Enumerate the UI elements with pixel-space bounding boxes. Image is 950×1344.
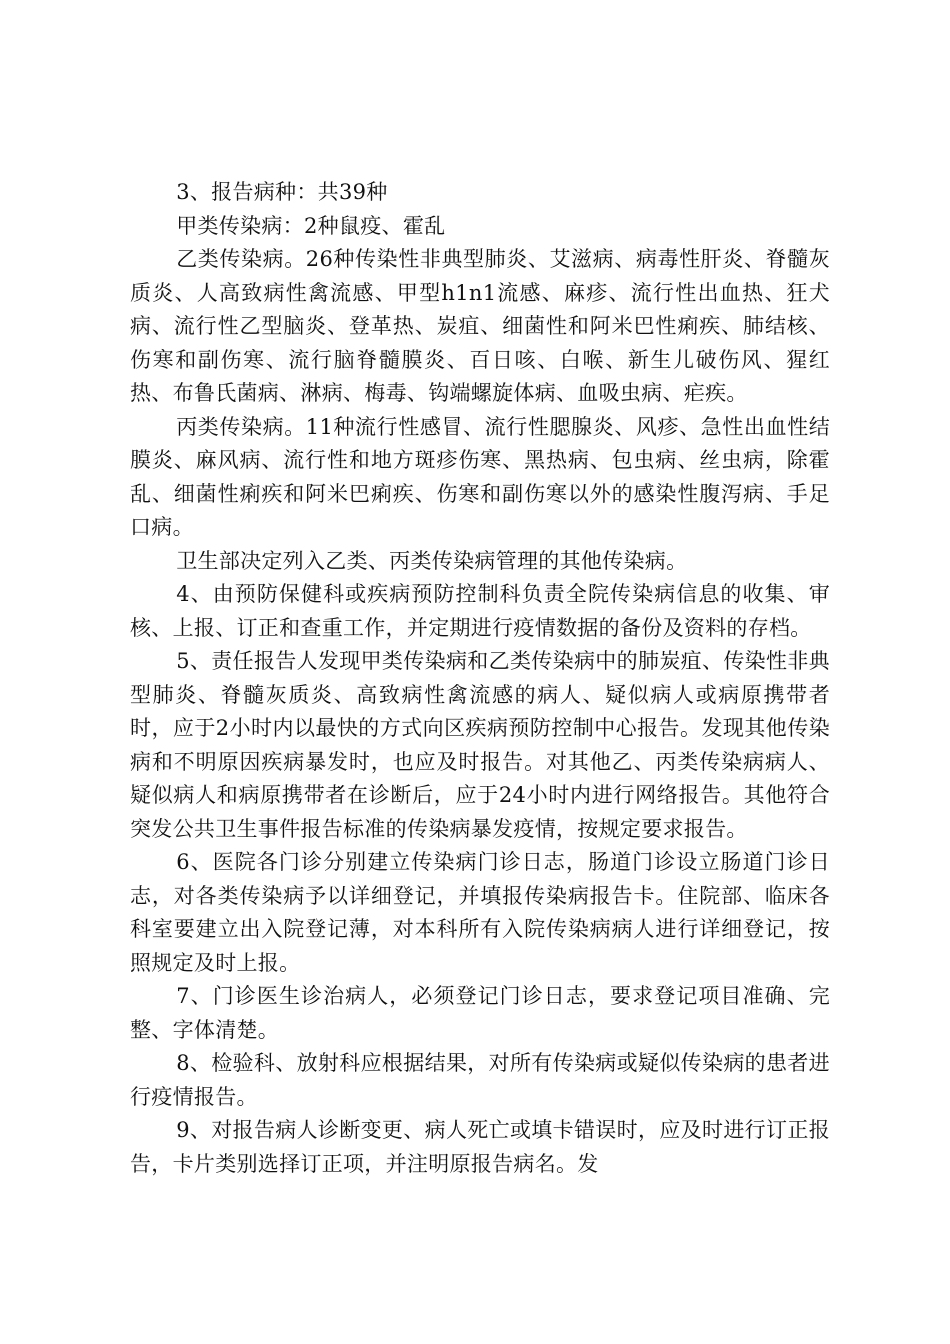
paragraph-class-a: 甲类传染病：2种鼠疫、霍乱: [176, 213, 446, 238]
paragraph-item-9: 9、对报告病人诊断变更、病人死亡或填卡错误时，应及时进行订正报告，卡片类别选择订正项，并注明原报告病名。发: [130, 1118, 830, 1176]
paragraph-item-5: 5、责任报告人发现甲类传染病和乙类传染病中的肺炭疽、传染性非典型肺炎、脊髓灰质炎、高致病性禽流感的病人、疑似病人或病原携带者时，应于2小时内以最快的方式向区疾病预防控制中心报告。发现其他传染病和不明原因疾病暴发时，也应及时报告。对其他乙、丙类传染病病人、疑似病人和病原携带者在诊断后，应于24小时内进行网络报告。其他符合突发公共卫生事件报告标准的传染病暴发疫情，按规定要求报告。: [130, 649, 830, 841]
paragraph-item-7: 7、门诊医生诊治病人，必须登记门诊日志，要求登记项目准确、完整、字体清楚。: [130, 984, 830, 1042]
paragraph-item-6: 6、医院各门诊分别建立传染病门诊日志，肠道门诊设立肠道门诊日志，对各类传染病予以详细登记，并填报传染病报告卡。住院部、临床各科室要建立出入院登记薄，对本科所有入院传染病病人进行详细登记，按照规定及时上报。: [130, 850, 830, 975]
paragraph-class-b: 乙类传染病。26种传染性非典型肺炎、艾滋病、病毒性肝炎、脊髓灰质炎、人高致病性禽流感、甲型h1n1流感、麻疹、流行性出血热、狂犬病、流行性乙型脑炎、登革热、炭疽、细菌性和阿米巴性痢疾、肺结核、伤寒和副伤寒、流行脑脊髓膜炎、百日咳、白喉、新生儿破伤风、猩红热、布鲁氏菌病、淋病、梅毒、钩端螺旋体病、血吸虫病、疟疾。: [130, 247, 830, 405]
paragraph-item-8: 8、检验科、放射科应根据结果，对所有传染病或疑似传染病的患者进行疫情报告。: [130, 1051, 830, 1109]
document-body: [130, 176, 830, 1181]
paragraph-item-4: 4、由预防保健科或疾病预防控制科负责全院传染病信息的收集、审核、上报、订正和查重工作，并定期进行疫情数据的备份及资料的存档。: [130, 582, 830, 640]
paragraph-other-diseases: 卫生部决定列入乙类、丙类传染病管理的其他传染病。: [176, 548, 688, 573]
paragraph-class-c: 丙类传染病。11种流行性感冒、流行性腮腺炎、风疹、急性出血性结膜炎、麻风病、流行性和地方斑疹伤寒、黑热病、包虫病、丝虫病，除霍乱、细菌性痢疾和阿米巴痢疾、伤寒和副伤寒以外的感染性腹泻病、手足口病。: [130, 414, 830, 539]
paragraph-report-disease-count: 3、报告病种：共39种: [176, 180, 388, 204]
